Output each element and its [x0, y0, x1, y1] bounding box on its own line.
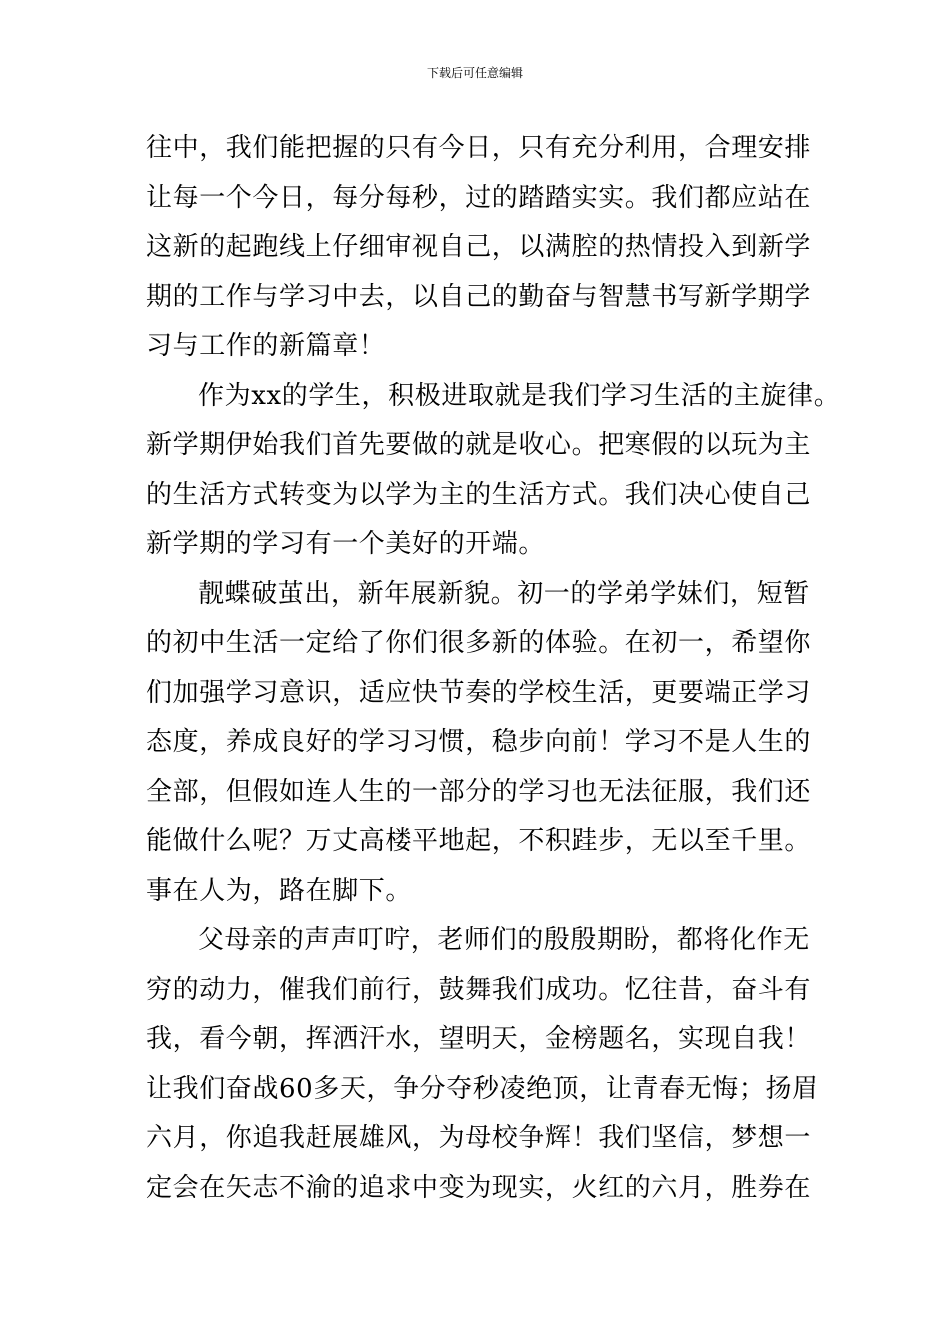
- text-line: 穷的动力，催我们前行，鼓舞我们成功。忆往昔，奋斗有: [146, 974, 812, 1005]
- text-line: 的生活方式转变为以学为主的生活方式。我们决心使自己: [146, 479, 812, 510]
- text-line: 们加强学习意识，适应快节奏的学校生活，更要端正学习: [146, 677, 812, 708]
- paragraph: [146, 372, 846, 570]
- text-line: 定会在矢志不渝的追求中变为现实，火红的六月，胜券在: [146, 1172, 812, 1203]
- text-line: 的初中生活一定给了你们很多新的体验。在初一，希望你: [146, 628, 812, 658]
- text-line: 全部，但假如连人生的一部分的学习也无法征服，我们还: [146, 776, 812, 807]
- text-line: 事在人为，路在脚下。: [146, 875, 413, 906]
- paragraph: [146, 570, 846, 917]
- text-line: 态度，养成良好的学习习惯，稳步向前！学习不是人生的: [146, 727, 812, 757]
- document-body: [146, 124, 846, 1213]
- text-line: 作为xx的学生，积极进取就是我们学习生活的主旋律。: [198, 380, 841, 411]
- text-line: 期的工作与学习中去，以自己的勤奋与智慧书写新学期学: [146, 281, 812, 312]
- text-line: 让我们奋战60多天，争分夺秒凌绝顶，让青春无悔；扬眉: [146, 1073, 819, 1104]
- text-line: 让每一个今日，每分每秒，过的踏踏实实。我们都应站在: [146, 182, 812, 213]
- text-line: 习与工作的新篇章！: [146, 331, 386, 361]
- text-line: 靓蝶破茧出，新年展新貌。初一的学弟学妹们，短暂: [198, 578, 810, 609]
- page-header: 下载后可任意编辑: [426, 66, 523, 80]
- text-line: 我，看今朝，挥洒汗水，望明天，金榜题名，实现自我！: [146, 1024, 812, 1054]
- paragraph: [146, 916, 846, 1213]
- text-line: 这新的起跑线上仔细审视自己，以满腔的热情投入到新学: [146, 232, 812, 262]
- text-line: 六月，你追我赶展雄风，为母校争辉！我们坚信，梦想一: [146, 1123, 812, 1153]
- text-line: 新学期的学习有一个美好的开端。: [146, 529, 546, 559]
- text-line: 新学期伊始我们首先要做的就是收心。把寒假的以玩为主: [146, 430, 812, 460]
- text-line: 父母亲的声声叮咛，老师们的殷殷期盼，都将化作无: [198, 925, 810, 955]
- text-line: 往中，我们能把握的只有今日，只有充分利用，合理安排: [146, 133, 812, 163]
- paragraph: [146, 124, 846, 372]
- text-line: 能做什么呢？万丈高楼平地起，不积跬步，无以至千里。: [146, 826, 812, 856]
